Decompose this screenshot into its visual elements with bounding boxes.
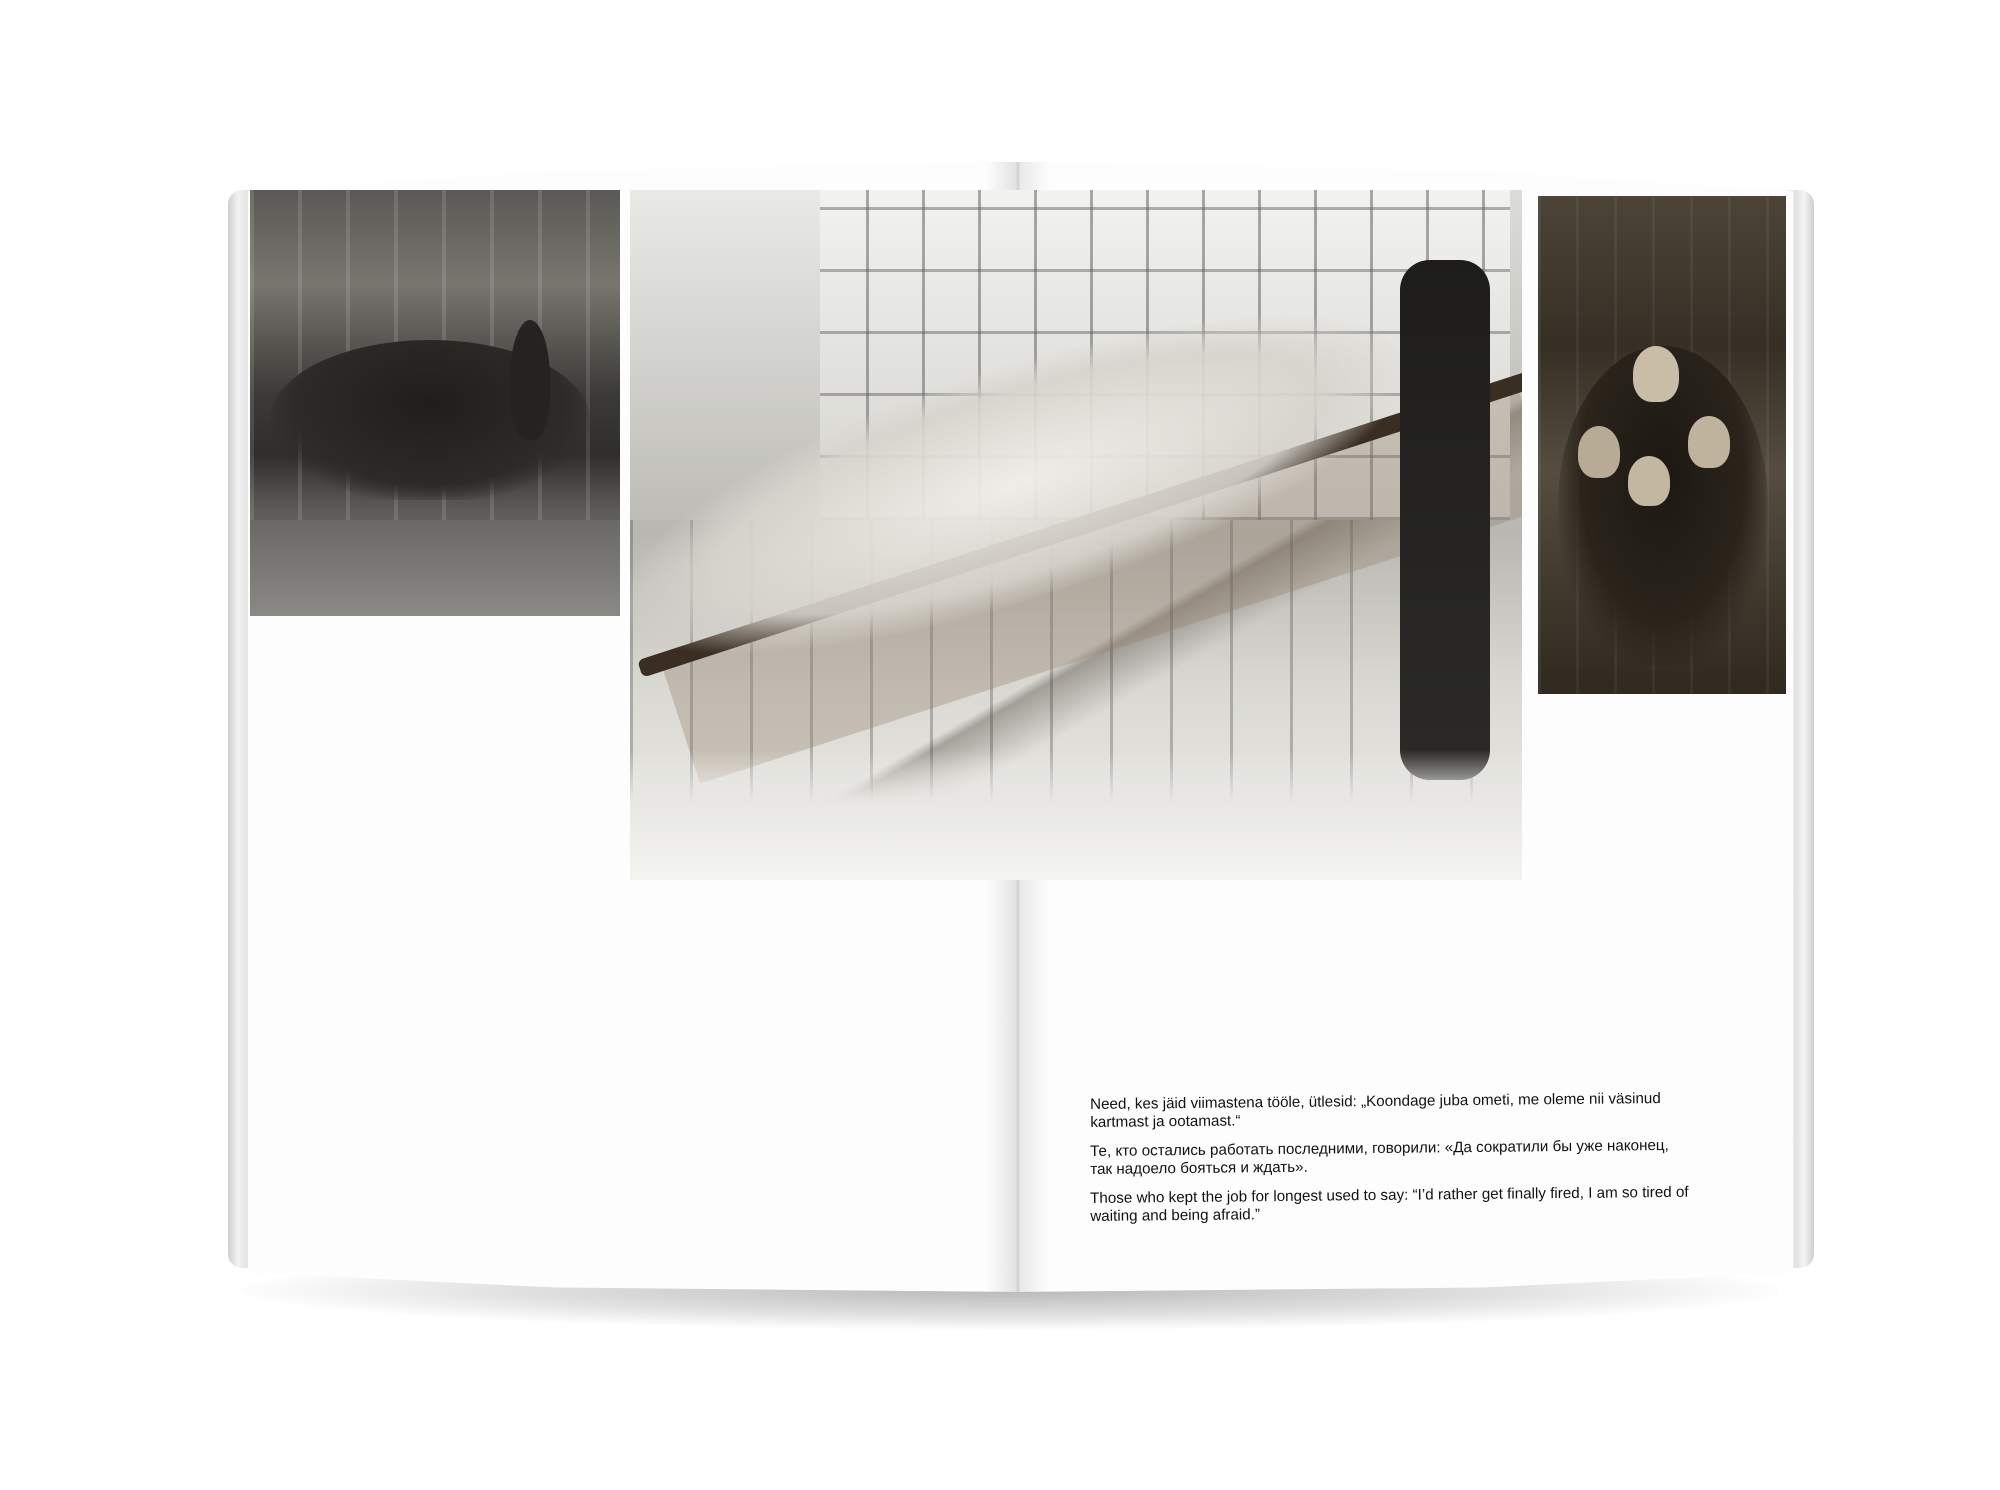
workers-group-photo: [1538, 196, 1786, 694]
caption-russian: Те, кто остались работать последними, говорили: «Да сократили бы уже наконец, так надоело бояться и ждать».: [1090, 1136, 1669, 1178]
caption-text: [1090, 1090, 1690, 1237]
caption-english: Those who kept the job for longest used to say: “I’d rather get finally fired, I am so tired of waiting and being afraid.”: [1090, 1183, 1689, 1225]
staircase-group-photo: [630, 190, 1522, 880]
caption-estonian: Need, kes jäid viimastena tööle, ütlesid: „Koondage juba ometi, me oleme nii väsinud kartmast ja ootamast.“: [1090, 1090, 1661, 1131]
factory-group-photo: [250, 190, 620, 616]
